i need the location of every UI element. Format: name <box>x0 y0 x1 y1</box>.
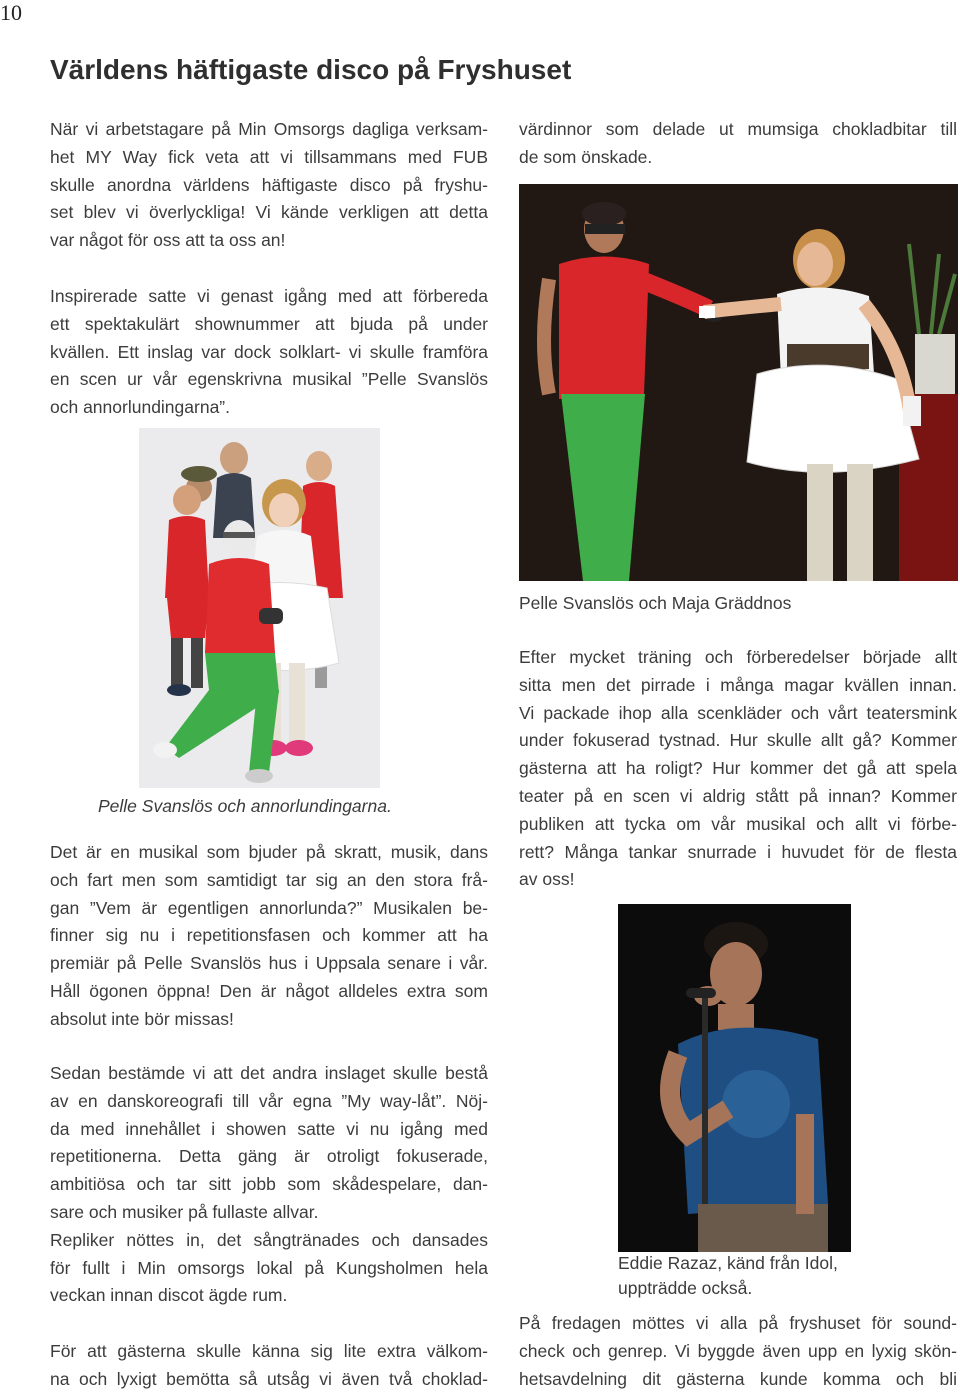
text-line: absolut inte bör missas! <box>50 1008 234 1029</box>
text-line: värdinnor som delade ut mumsiga chokladbitar till <box>519 119 957 139</box>
text-line: hetsavdelning dit gästerna kunde komma och bli <box>519 1368 957 1389</box>
group-photo-caption: Pelle Svanslös och annorlundingarna. <box>98 796 392 816</box>
paragraph-preparations <box>519 644 957 894</box>
text-line: publiken att tycka om vår musikal och allt vi förbe- <box>519 813 957 834</box>
text-line: da med innehållet i showen satte vi nu igång med <box>50 1118 488 1139</box>
text-line: sare och musiker på fullaste allvar. <box>50 1201 319 1222</box>
text-line: under fokuserad tystnad. Hur skulle allt gå? Kommer <box>519 730 957 751</box>
text-line: var något för oss att ta oss an! <box>50 230 286 251</box>
text-line: skulle anordna världens häftigaste disco på fryshu- <box>50 174 488 195</box>
text-line: Inspirerade satte vi genast igång med att förbereda <box>50 286 488 306</box>
text-line: När vi arbetstagare på Min Omsorgs dagliga verksam- <box>50 119 488 139</box>
article-title: Världens häftigaste disco på Fryshuset <box>50 54 572 85</box>
text-line: het MY Way fick veta att vi tillsammans med FUB <box>50 146 488 167</box>
text-line: set blev vi överlyckliga! Vi kände verkligen att detta <box>50 202 488 223</box>
text-line: av en danskoreografi till vår egna ”My way-låt”. Nöj- <box>50 1090 488 1111</box>
stage-photo-caption: Pelle Svanslös och Maja Gräddnos <box>519 593 792 613</box>
text-line: en scen ur vår egenskrivna musikal ”Pelle Svanslös <box>50 369 488 390</box>
text-line: På fredagen möttes vi alla på fryshuset för sound- <box>519 1313 957 1333</box>
text-line: För att gästerna skulle känna sig lite extra välkom- <box>50 1341 488 1361</box>
text-line: för fullt i Min omsorgs lokal på Kungsholmen hela <box>50 1257 488 1278</box>
text-line: sitta men det pirrade i många magar kvällen innan. <box>519 674 957 695</box>
text-line: Sedan bestämde vi att det andra inslaget skulle bestå <box>50 1063 488 1083</box>
text-line: Efter mycket träning och förberedelser började allt <box>519 647 957 667</box>
text-line: Det är en musikal som bjuder på skratt, musik, dans <box>50 842 488 862</box>
text-line: kvällen. Ett inslag var dock solklart- vi skulle framföra <box>50 341 488 362</box>
paragraph-inspired <box>50 283 488 422</box>
text-line: ett spektakulärt shownummer att bjuda på under <box>50 313 488 334</box>
text-line: och annorlundingarna”. <box>50 397 230 418</box>
text-line: de som önskade. <box>519 146 653 167</box>
text-line: check och genrep. Vi byggde även upp en lyxig skön- <box>519 1340 957 1361</box>
paragraph-friday <box>519 1310 957 1393</box>
paragraph-musical <box>50 839 488 1034</box>
text-line: repetitionerna. Detta gäng är otroligt fokuserade, <box>50 1146 488 1167</box>
text-line: teater på en scen vi aldrig stått på innan? Kommer <box>519 785 957 806</box>
text-line: rett? Många tankar snurrade i huvudet för de flesta <box>519 841 957 862</box>
text-line: Repliker nöttes in, det sångtränades och dansades <box>50 1229 488 1250</box>
page-number: 10 <box>0 0 22 25</box>
text-line: ambitiösa och tar sitt jobb som skådespelare, dan- <box>50 1174 488 1195</box>
singer-photo-caption <box>618 1251 838 1301</box>
text-line: finner sig nu i repetitionsfasen och kommer att ha <box>50 925 488 946</box>
stage-photo <box>519 184 958 581</box>
text-line: veckan innan discot ägde rum. <box>50 1285 288 1306</box>
paragraph-intro <box>50 116 488 255</box>
text-line: premiär på Pelle Svanslös hus i Uppsala senare i vår. <box>50 953 488 974</box>
paragraph-hostesses <box>519 116 957 172</box>
text-line: na och lyxigt bemötta så utsåg vi även två choklad- <box>50 1368 488 1389</box>
text-line: gästerna att ha roligt? Hur kommer det gå att spela <box>519 758 957 779</box>
text-line: Vi packade ihop alla scenkläder och vårt teatersmink <box>519 702 957 723</box>
text-line: och fart men som samtidigt tar sig an den stora frå- <box>50 869 488 890</box>
text-line: av oss! <box>519 869 575 890</box>
caption-line: uppträdde också. <box>618 1278 753 1298</box>
paragraph-guests <box>50 1338 488 1394</box>
group-photo <box>139 428 380 788</box>
text-line: gan ”Vem är egentligen annorlunda?” Musikalen be- <box>50 897 488 918</box>
text-line: Håll ögonen öppna! Den är något alldeles extra som <box>50 980 488 1001</box>
singer-photo <box>618 904 851 1252</box>
paragraph-dance <box>50 1060 488 1310</box>
caption-line: Eddie Razaz, känd från Idol, <box>618 1253 838 1273</box>
